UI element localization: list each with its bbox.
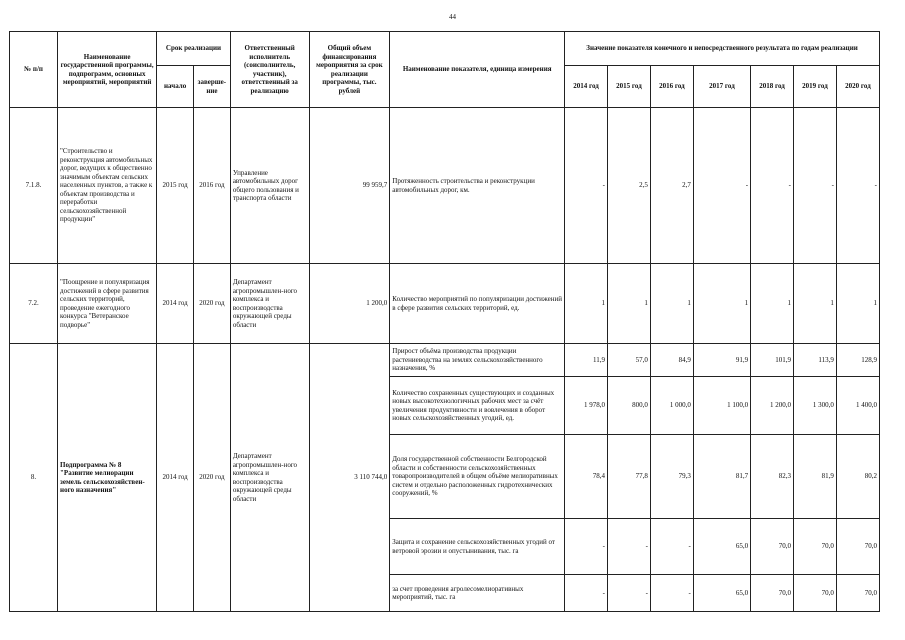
indicator-text: Защита и сохранение сельскохозяйственных угодий от ветровой эрозии и опустынивания, тыс. га xyxy=(390,519,565,575)
indicator-value: 1 400,0 xyxy=(836,377,879,435)
indicator-value: 65,0 xyxy=(693,519,750,575)
indicator-text: за счет проведения агролесомелиоративных мероприятий, тыс. га xyxy=(390,575,565,612)
indicator-text: Прирост объёма производства продукции растениеводства на землях сельскохозяйственного назначения, % xyxy=(390,344,565,377)
indicator-value: 81,9 xyxy=(794,435,837,519)
row-name: "Строительство и реконструкция автомобильных дорог, ведущих к общественно значимым объектам сельских населенных пунктов, а также к объектам производства и переработки сельскохозяйственной продукции" xyxy=(58,108,157,264)
page-number: 44 xyxy=(449,13,456,21)
row-financing: 99 959,7 xyxy=(309,108,390,264)
header-financing: Общий объем финансирования мероприятия за срок реализации программы, тыс. рублей xyxy=(309,32,390,108)
indicator-value: 113,9 xyxy=(794,344,837,377)
indicator-value: 800,0 xyxy=(608,377,651,435)
indicator-value: 11,9 xyxy=(565,344,608,377)
row-value: 1 xyxy=(565,264,608,344)
header-name: Наименование государственной программы, подпрограмм, основных мероприятий, мероприятий xyxy=(58,32,157,108)
indicator-value: 101,9 xyxy=(751,344,794,377)
program-financing: 3 110 744,0 xyxy=(309,344,390,612)
indicator-value: - xyxy=(650,575,693,612)
indicator-text: Количество сохраненных существующих и созданных новых высокотехнологичных рабочих мест за счёт увеличения продуктивности и вовлечения в оборот новых сельскохозяйственных угодий, ед. xyxy=(390,377,565,435)
row-start: 2015 год xyxy=(157,108,194,264)
row-value: 2,5 xyxy=(608,108,651,264)
row-financing: 1 200,0 xyxy=(309,264,390,344)
header-end: заверше-ние xyxy=(194,66,231,108)
row-indicator: Количество мероприятий по популяризации достижений в сфере развития сельских территорий, ед. xyxy=(390,264,565,344)
indicator-value: 80,2 xyxy=(836,435,879,519)
row-value: - xyxy=(565,108,608,264)
indicator-value: 82,3 xyxy=(751,435,794,519)
table-row xyxy=(10,108,880,264)
indicator-value: 70,0 xyxy=(794,575,837,612)
indicator-value: - xyxy=(608,575,651,612)
table-row xyxy=(10,264,880,344)
indicator-value: 1 000,0 xyxy=(650,377,693,435)
row-value: 1 xyxy=(650,264,693,344)
header-start: начало xyxy=(157,66,194,108)
header-executor: Ответственный исполнитель (соисполнитель, участник), ответственный за реализацию xyxy=(230,32,309,108)
row-end: 2016 год xyxy=(194,108,231,264)
indicator-value: 1 978,0 xyxy=(565,377,608,435)
indicator-text: Доля государственной собственности Белгородской области и собственности сельскохозяйственных товаропроизводителей в общем объёме мелиоративных систем и отдельно расположенных гидротехнических сооружений, % xyxy=(390,435,565,519)
row-value: 1 xyxy=(693,264,750,344)
indicator-value: 84,9 xyxy=(650,344,693,377)
indicator-value: - xyxy=(565,519,608,575)
table-row xyxy=(10,344,880,377)
row-indicator: Протяженность строительства и реконструкции автомобильных дорог, км. xyxy=(390,108,565,264)
header-num: № п/п xyxy=(10,32,58,108)
program-table xyxy=(9,31,880,612)
program-executor: Департамент агропромышлен-ного комплекса и воспроизводства окружающей среды области xyxy=(230,344,309,612)
row-value: - xyxy=(751,108,794,264)
indicator-value: 128,9 xyxy=(836,344,879,377)
indicator-value: 70,0 xyxy=(751,575,794,612)
indicator-value: 1 100,0 xyxy=(693,377,750,435)
header-values-group: Значение показателя конечного и непосредственного результата по годам реализации xyxy=(565,32,880,66)
row-num: 7.1.8. xyxy=(10,108,58,264)
row-value: - xyxy=(794,108,837,264)
program-num: 8. xyxy=(10,344,58,612)
indicator-value: 1 200,0 xyxy=(751,377,794,435)
indicator-value: 70,0 xyxy=(836,519,879,575)
indicator-value: 65,0 xyxy=(693,575,750,612)
indicator-value: 57,0 xyxy=(608,344,651,377)
header-year: 2020 год xyxy=(836,66,879,108)
indicator-value: 70,0 xyxy=(794,519,837,575)
row-end: 2020 год xyxy=(194,264,231,344)
program-end: 2020 год xyxy=(194,344,231,612)
row-name: "Поощрение и популяризация достижений в сфере развития сельских территорий, проведение ежегодного конкурса "Ветеранское подворье" xyxy=(58,264,157,344)
row-value: 1 xyxy=(836,264,879,344)
header-year: 2017 год xyxy=(693,66,750,108)
program-name: Подпрограмма № 8 "Развитие мелиорации земель сельскохозяйствен-ного назначения" xyxy=(58,344,157,612)
header-period: Срок реализации xyxy=(157,32,231,66)
row-executor: Управление автомобильных дорог общего пользования и транспорта области xyxy=(230,108,309,264)
header-year: 2015 год xyxy=(608,66,651,108)
header-year: 2019 год xyxy=(794,66,837,108)
indicator-value: 78,4 xyxy=(565,435,608,519)
row-value: 2,7 xyxy=(650,108,693,264)
indicator-value: 70,0 xyxy=(836,575,879,612)
header-indicator: Наименование показателя, единица измерения xyxy=(390,32,565,108)
row-num: 7.2. xyxy=(10,264,58,344)
row-start: 2014 год xyxy=(157,264,194,344)
indicator-value: 79,3 xyxy=(650,435,693,519)
row-value: 1 xyxy=(608,264,651,344)
row-value: - xyxy=(693,108,750,264)
indicator-value: - xyxy=(608,519,651,575)
indicator-value: - xyxy=(565,575,608,612)
row-executor: Департамент агропромышлен-ного комплекса и воспроизводства окружающей среды области xyxy=(230,264,309,344)
row-value: 1 xyxy=(751,264,794,344)
indicator-value: 91,9 xyxy=(693,344,750,377)
indicator-value: 81,7 xyxy=(693,435,750,519)
indicator-value: - xyxy=(650,519,693,575)
indicator-value: 1 300,0 xyxy=(794,377,837,435)
row-value: 1 xyxy=(794,264,837,344)
program-start: 2014 год xyxy=(157,344,194,612)
indicator-value: 77,8 xyxy=(608,435,651,519)
header-row-top xyxy=(10,32,880,66)
row-value: - xyxy=(836,108,879,264)
header-year: 2016 год xyxy=(650,66,693,108)
header-year: 2014 год xyxy=(565,66,608,108)
indicator-value: 70,0 xyxy=(751,519,794,575)
header-year: 2018 год xyxy=(751,66,794,108)
